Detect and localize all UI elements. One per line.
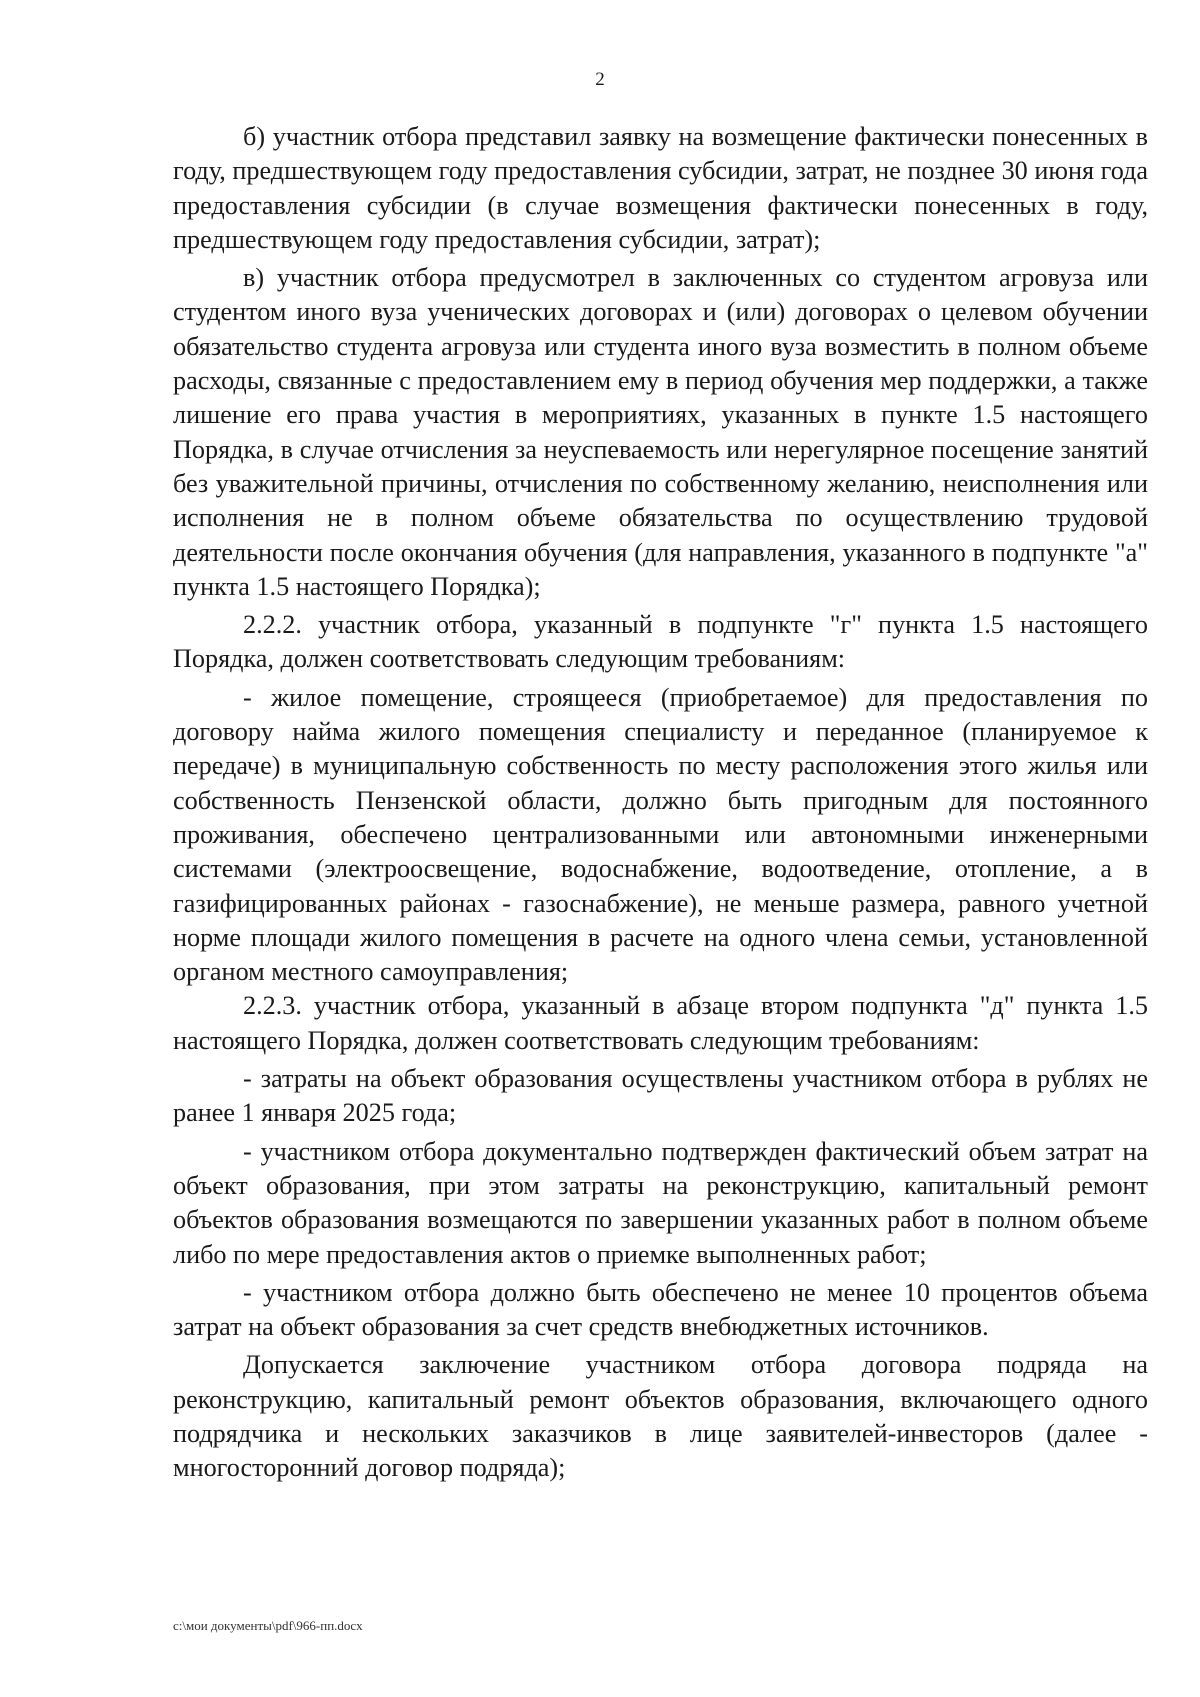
paragraph-v: в) участник отбора предусмотрел в заключенных со студентом агровуза или студентом иного вуза ученических договорах и (или) договорах о целевом обучении обязательство студента агровуза или студента иного вуза возместить в полном объеме расходы, связанные с предоставлением ему в период обучения мер поддержки, а также лишение его права участия в мероприятиях, указанных в пункте 1.5 настоящего Порядка, в случае отчисления за неуспеваемость или нерегулярное посещение занятий без уважительной причины, отчисления по собственному желанию, неисполнения или исполнения не в полном объеме обязательства по осуществлению трудовой деятельности после окончания обучения (для направления, указанного в подпункте "а" пункта 1.5 настоящего Порядка); bbox=[173, 263, 1148, 601]
paragraph-2-2-2: 2.2.2. участник отбора, указанный в подпункте "г" пункта 1.5 настоящего Порядка, должен соответствовать следующим требованиям: bbox=[173, 610, 1148, 674]
paragraph-extra-budget-share: - участником отбора должно быть обеспечено не менее 10 процентов объема затрат на объект образования за счет средств внебюджетных источников. bbox=[173, 1277, 1148, 1342]
paragraph-expenses-confirmed: - участником отбора документально подтвержден фактический объем затрат на объект образования, при этом затраты на реконструкцию, капитальный ремонт объектов образования возмещаются по завершении указанных работ в полном объеме либо по мере предоставления актов о приемке выполненных работ; bbox=[173, 1136, 1148, 1269]
page-number: 2 bbox=[595, 69, 605, 90]
paragraph-2-2-3: 2.2.3. участник отбора, указанный в абзаце втором подпункта "д" пункта 1.5 настоящего Порядка, должен соответствовать следующим требованиям: bbox=[173, 991, 1148, 1055]
paragraph-b: б) участник отбора представил заявку на возмещение фактически понесенных в году, предшествующем году предоставления субсидии, затрат, не позднее 30 июня года предоставления субсидии (в случае возмещения фактически понесенных в году, предшествующем году предоставления субсидии, затрат); bbox=[173, 122, 1148, 254]
footer-file-path: c:\мои документы\pdf\966-пп.docx bbox=[173, 1618, 363, 1633]
paragraph-multilateral-contract: Допускается заключение участником отбора договора подряда на реконструкцию, капитальный ремонт объектов образования, включающего одного подрядчика и нескольких заказчиков в лице заявителей-инвесторов (далее - многосторонний договор подряда); bbox=[173, 1350, 1148, 1483]
paragraph-expenses-date: - затраты на объект образования осуществлены участником отбора в рублях не ранее 1 января 2025 года; bbox=[173, 1064, 1148, 1128]
document-body bbox=[173, 120, 1148, 1486]
paragraph-housing-requirement: - жилое помещение, строящееся (приобретаемое) для предоставления по договору найма жилого помещения специалисту и переданное (планируемое к передаче) в муниципальную собственность по месту расположения этого жилья или собственность Пензенской области, должно быть пригодным для постоянного проживания, обеспечено централизованными или автономными инженерными системами (электроосвещение, водоснабжение, водоотведение, отопление, а в газифицированных районах - газоснабжение), не меньше размера, равного учетной норме площади жилого помещения в расчете на одного члена семьи, установленной органом местного самоуправления; bbox=[173, 682, 1148, 987]
